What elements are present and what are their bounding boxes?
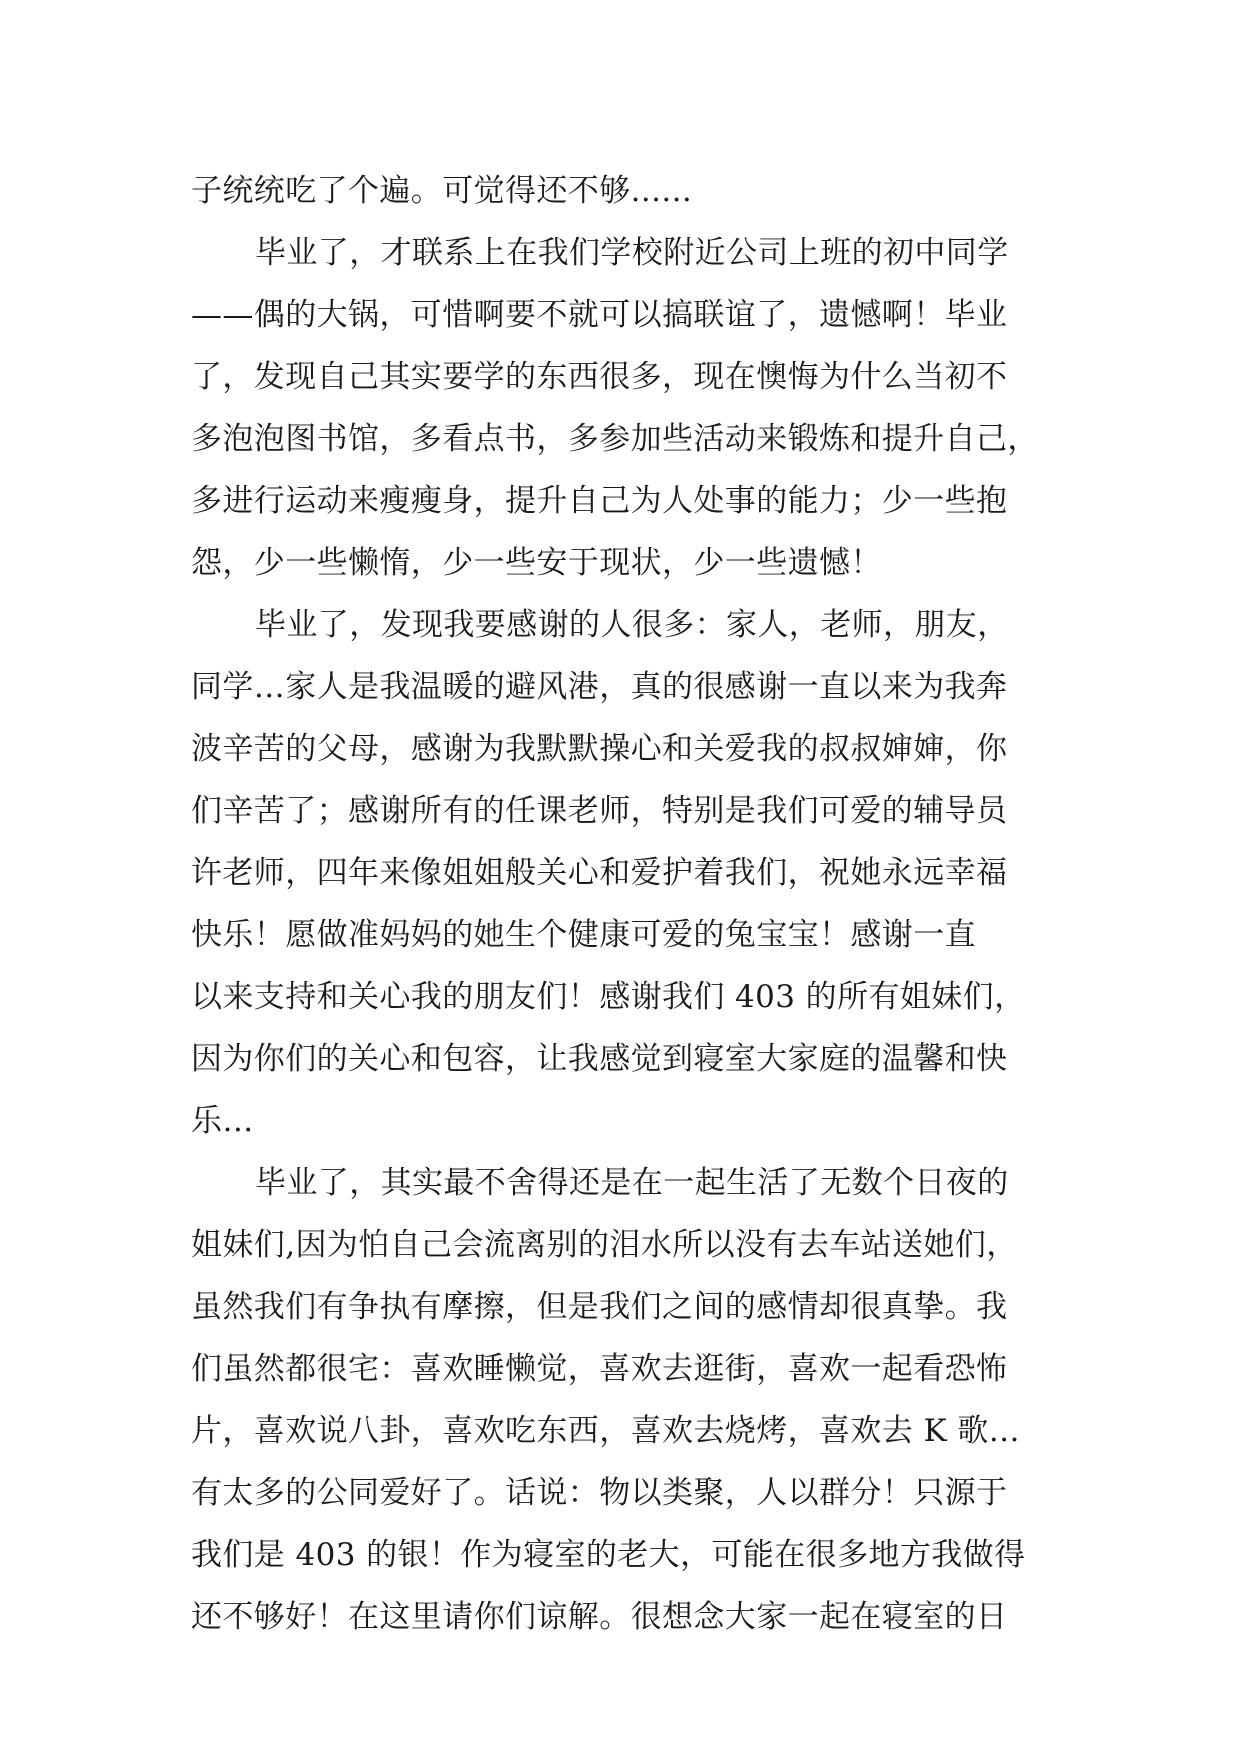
text-line: 虽然我们有争执有摩擦，但是我们之间的感情却很真挚。我	[191, 1289, 1008, 1325]
text-line: 同学…家人是我温暖的避风港，真的很感谢一直以来为我奔	[191, 669, 1008, 705]
text-line: ——偶的大锅，可惜啊要不就可以搞联谊了，遗憾啊！毕业	[191, 297, 1008, 333]
text-line: 们虽然都很宅：喜欢睡懒觉，喜欢去逛街，喜欢一起看恐怖	[191, 1351, 1008, 1387]
text-line: 毕业了，才联系上在我们学校附近公司上班的初中同学	[255, 235, 1009, 271]
document-body	[191, 160, 1053, 1648]
text-line: 毕业了，发现我要感谢的人很多：家人，老师，朋友，	[255, 607, 1009, 643]
text-line: 们辛苦了；感谢所有的任课老师，特别是我们可爱的辅导员	[191, 793, 1008, 829]
text-line: 我们是 403 的银！作为寝室的老大，可能在很多地方我做得	[191, 1537, 1026, 1573]
text-line: 乐…	[191, 1103, 254, 1139]
text-line: 有太多的公同爱好了。话说：物以类聚，人以群分！只源于	[191, 1475, 1008, 1511]
text-line: 因为你们的关心和包容，让我感觉到寝室大家庭的温馨和快	[191, 1041, 1008, 1077]
paragraph-4	[191, 1152, 1053, 1648]
paragraph-1	[191, 160, 1053, 222]
text-line: 片，喜欢说八卦，喜欢吃东西，喜欢去烧烤，喜欢去 K 歌…	[191, 1413, 1021, 1449]
text-line: 毕业了，其实最不舍得还是在一起生活了无数个日夜的	[255, 1165, 1009, 1201]
paragraph-3	[191, 594, 1053, 1152]
text-line: 波辛苦的父母，感谢为我默默操心和关爱我的叔叔婶婶，你	[191, 731, 1008, 767]
text-line: 多进行运动来瘦瘦身，提升自己为人处事的能力；少一些抱	[191, 483, 1008, 519]
text-line: 以来支持和关心我的朋友们！感谢我们 403 的所有姐妹们，	[191, 979, 1026, 1015]
text-line: 还不够好！在这里请你们谅解。很想念大家一起在寝室的日	[191, 1599, 1008, 1635]
text-line: 许老师，四年来像姐姐般关心和爱护着我们，祝她永远幸福	[191, 855, 1008, 891]
text-line: 子统统吃了个遍。可觉得还不够......	[191, 173, 693, 209]
text-line: 怨，少一些懒惰，少一些安于现状，少一些遗憾！	[191, 545, 882, 581]
text-line: 多泡泡图书馆，多看点书，多参加些活动来锻炼和提升自己，	[191, 421, 1039, 457]
paragraph-2	[191, 222, 1053, 594]
text-line: 快乐！愿做准妈妈的她生个健康可爱的兔宝宝！感谢一直	[191, 917, 976, 953]
text-line: 了，发现自己其实要学的东西很多，现在懊悔为什么当初不	[191, 359, 1008, 395]
text-line: 姐妹们,因为怕自己会流离别的泪水所以没有去车站送她们，	[191, 1227, 1018, 1263]
